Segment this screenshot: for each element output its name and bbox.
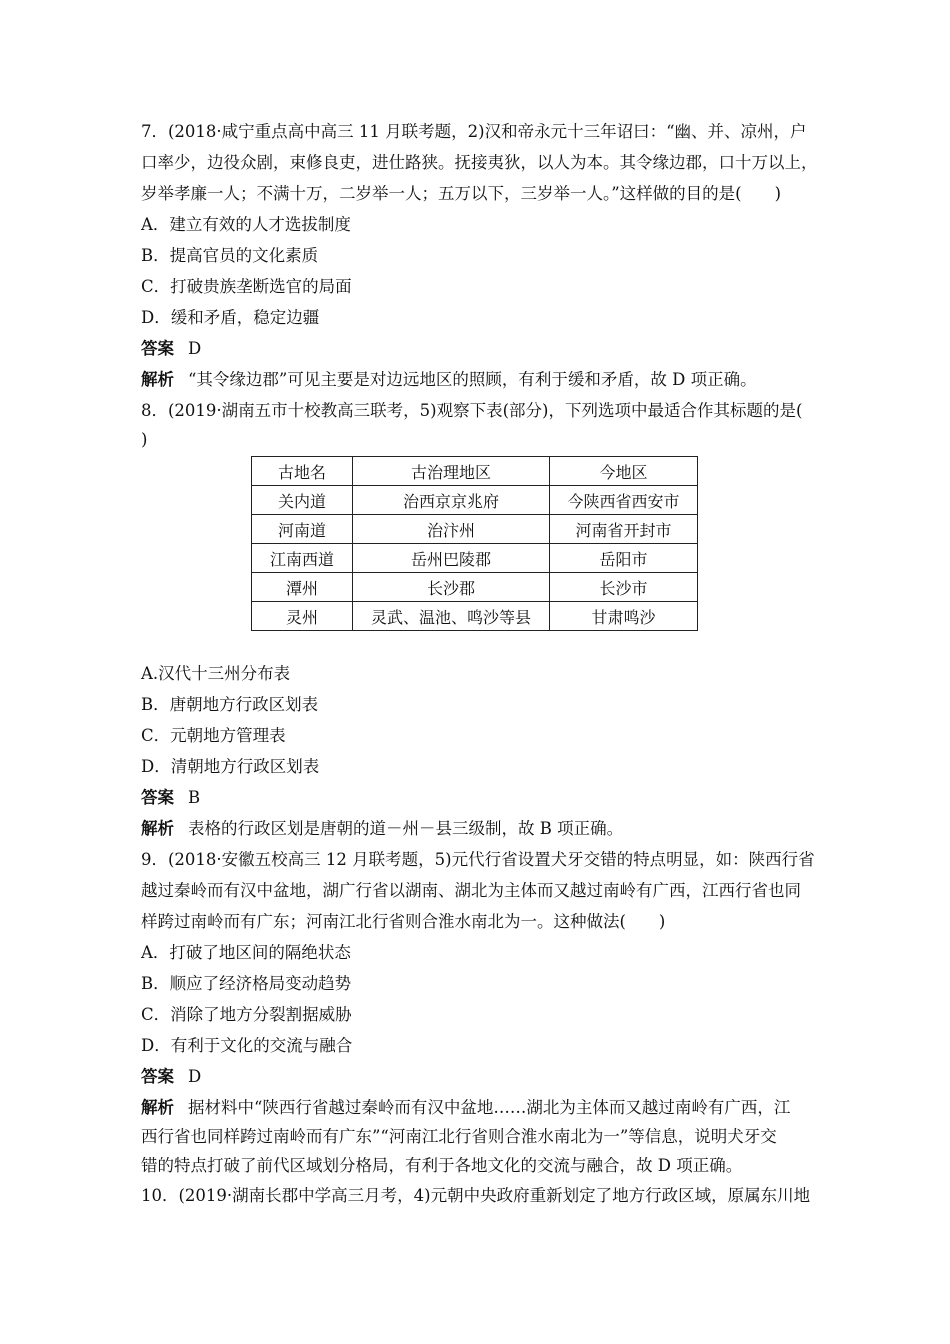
q9-option-c: C．消除了地方分裂割据威胁 (141, 1005, 352, 1024)
q8-answer (141, 786, 200, 810)
q7-stem-line-3: 岁举孝廉一人；不满十万，二岁举一人；五万以下，三岁举一人。”这样做的目的是( ) (141, 184, 782, 203)
q9-option-b: B．顺应了经济格局变动趋势 (141, 974, 352, 993)
q9-stem-line-3: 样跨过南岭而有广东；河南江北行省则合淮水南北为一。这种做法( ) (141, 912, 666, 931)
q8-option-c: C．元朝地方管理表 (141, 726, 286, 745)
table-cell: 灵武、温池、鸣沙等县 (353, 602, 550, 631)
table-cell: 江南西道 (252, 544, 353, 573)
analysis-text: 据材料中“陕西行省越过秦岭而有汉中盆地……湖北为主体而又越过南岭有广西，江 (188, 1098, 791, 1117)
q7-answer (141, 337, 201, 361)
q8-option-d: D．清朝地方行政区划表 (141, 757, 320, 776)
answer-label: 答案 (141, 788, 174, 807)
table-cell: 今陕西省西安市 (550, 486, 698, 515)
region-table (251, 456, 698, 631)
table-header-row (252, 457, 698, 486)
q9-stem-line-1: 9．(2018·安徽五校高三 12 月联考题，5)元代行省设置犬牙交错的特点明显，如：陕西行省 (141, 850, 815, 869)
q9-stem-line-2: 越过秦岭而有汉中盆地，湖广行省以湖南、湖北为主体而又越过南岭有广西，江西行省也同 (141, 881, 801, 900)
q7-stem-line-2: 口率少，边役众剧，束修良吏，进仕路狭。抚接夷狄，以人为本。其令缘边郡，口十万以上， (141, 153, 818, 172)
table-cell: 潭州 (252, 573, 353, 602)
q7-option-d: D．缓和矛盾，稳定边疆 (141, 308, 320, 327)
q9-analysis-line-3: 错的特点打破了前代区域划分格局，有利于各地文化的交流与融合，故 D 项正确。 (141, 1156, 743, 1175)
q8-analysis (141, 817, 623, 841)
q9-option-d: D．有利于文化的交流与融合 (141, 1036, 353, 1055)
q7-analysis (141, 368, 757, 392)
table-cell: 关内道 (252, 486, 353, 515)
q7-option-c: C．打破贵族垄断选官的局面 (141, 277, 352, 296)
q8-option-a: A.汉代十三州分布表 (141, 664, 291, 683)
table-row (252, 515, 698, 544)
analysis-label: 解析 (141, 1098, 174, 1117)
table-cell: 治西京京兆府 (353, 486, 550, 515)
table-cell: 岳阳市 (550, 544, 698, 573)
q9-analysis-line-2: 西行省也同样跨过南岭而有广东”“河南江北行省则合淮水南北为一”等信息，说明犬牙交 (141, 1127, 777, 1146)
q9-answer (141, 1065, 201, 1089)
table-header-cell: 古地名 (252, 457, 353, 486)
answer-value: B (188, 788, 201, 807)
analysis-text: 表格的行政区划是唐朝的道－州－县三级制，故 B 项正确。 (188, 819, 624, 838)
table-header-cell: 古治理地区 (353, 457, 550, 486)
q7-option-b: B．提高官员的文化素质 (141, 246, 319, 265)
q10-stem-line-1: 10．(2019·湖南长郡中学高三月考，4)元朝中央政府重新划定了地方行政区域，原属东川地 (141, 1186, 811, 1205)
table-cell: 甘肃鸣沙 (550, 602, 698, 631)
table-cell: 长沙市 (550, 573, 698, 602)
q8-stem-line-1: 8．(2019·湖南五市十校教高三联考，5)观察下表(部分)，下列选项中最适合作其标题的是( (141, 401, 803, 420)
q9-option-a: A．打破了地区间的隔绝状态 (141, 943, 351, 962)
analysis-text: “其令缘边郡”可见主要是对边远地区的照顾，有利于缓和矛盾，故 D 项正确。 (188, 370, 757, 389)
table-header-cell: 今地区 (550, 457, 698, 486)
table-cell: 治汴州 (353, 515, 550, 544)
q7-option-a: A．建立有效的人才选拔制度 (141, 215, 351, 234)
answer-label: 答案 (141, 1067, 174, 1086)
table-cell: 岳州巴陵郡 (353, 544, 550, 573)
table-cell: 河南省开封市 (550, 515, 698, 544)
table-cell: 灵州 (252, 602, 353, 631)
analysis-label: 解析 (141, 370, 174, 389)
q7-stem-line-1: 7．(2018·咸宁重点高中高三 11 月联考题，2)汉和帝永元十三年诏曰：“幽、并、凉州，户 (141, 122, 807, 141)
table-row (252, 573, 698, 602)
analysis-label: 解析 (141, 819, 174, 838)
table-cell: 长沙郡 (353, 573, 550, 602)
table-row (252, 544, 698, 573)
table-row (252, 602, 698, 631)
table-cell: 河南道 (252, 515, 353, 544)
q8-stem-line-2: ) (141, 430, 148, 449)
answer-value: D (188, 339, 202, 358)
table-row (252, 486, 698, 515)
answer-value: D (188, 1067, 202, 1086)
q8-option-b: B．唐朝地方行政区划表 (141, 695, 319, 714)
q9-analysis-line-1 (141, 1096, 790, 1120)
answer-label: 答案 (141, 339, 174, 358)
